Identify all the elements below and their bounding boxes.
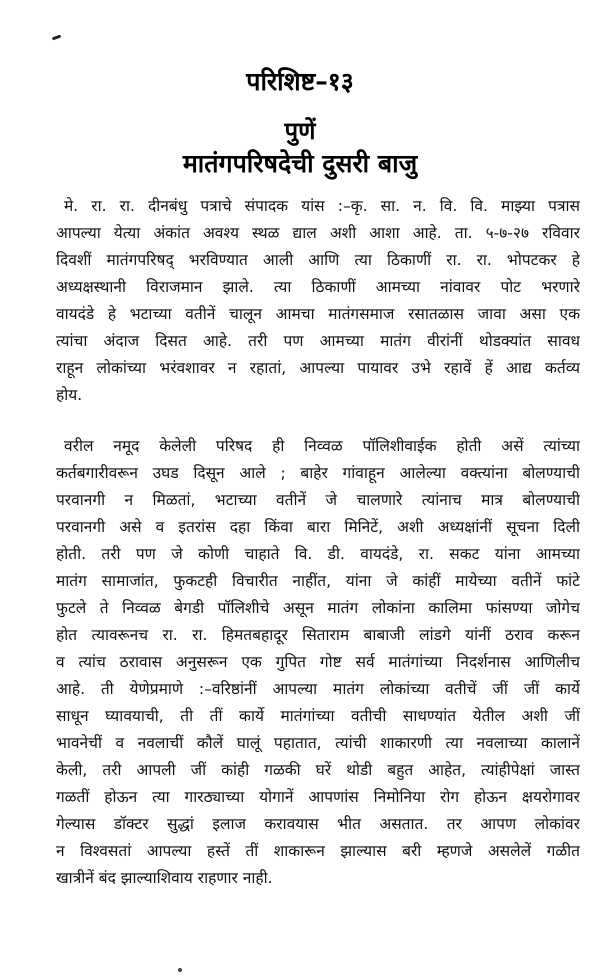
paragraph-line: राहून लोकांच्या भरंवशावर न रहातां, आपल्या पायावर उभे रहावें हें आद्य कर्तव्य [56, 359, 580, 377]
appendix-heading: परिशिष्ट–१३ [246, 67, 354, 96]
paragraph-line: परवानगी न मिळतां, भटाच्या वतीनें जे चालणारे त्यांनाच मात्र बोलण्याची [56, 491, 580, 509]
paragraph-line: फुटले ते निव्वळ बेगडी पॉलिशीचे असून मातंग लोकांना कालिमा फांसण्या जोगेच [56, 599, 580, 617]
paragraph-line: गळतीं होऊन त्या गारठ्याच्या योगानें आपणांस निमोनिया रोग होऊन क्षयरोगावर [56, 788, 580, 806]
paragraph-line: अध्यक्षस्थानी विराजमान झाले. त्या ठिकाणीं आमच्या नांवावर पोट भरणारे [56, 278, 580, 296]
paragraph-line: वरील नमूद केलेली परिषद ही निव्वळ पॉलिशीवाईक होती असें त्यांच्या [64, 437, 580, 455]
paragraph-line: भावनेचीं व नवलाचीं कौलें घालूं पहातात, त्यांची शाकारणी त्या नवलाच्या कालानें [56, 734, 580, 752]
paragraph-line: दिवशीं मातंगपरिषद् भरविण्यात आली आणि त्या ठिकाणीं रा. रा. भोपटकर हे [56, 251, 580, 269]
paragraph-line: कर्तबगारीवरून उघड दिसून आले ; बाहेर गांवाहून आलेल्या वक्त्यांना बोलण्याची [56, 464, 580, 482]
paragraph-line: आहे. ती येणेप्रमाणे :–वरिष्ठांनीं आपल्या मातंग लोकांच्या वतीचें जीं जीं कार्ये [56, 680, 580, 698]
paragraph-line: न विश्वसतां आपल्या हस्तें तीं शाकारून झाल्यास बरी म्हणजे असलेलें गळीत [56, 842, 580, 860]
paragraph-line: खात्रीनें बंद झाल्याशिवाय राहणार नाही. [56, 869, 273, 887]
paragraph-line: आपल्या येत्या अंकांत अवश्य स्थळ द्याल अशी आशा आहे. ता. ५-७-२७ रविवार [56, 224, 580, 242]
paragraph-line: होत त्यावरूनच रा. रा. हिमतबहादूर सिताराम बाबाजी लांडगे यांनीं ठराव करून [56, 626, 580, 644]
paragraph-line: केली, तरी आपली जीं कांही गळकी घरें थोडी बहुत आहेत, त्यांहीपेक्षां जास्त [56, 761, 580, 779]
paragraph-line: व त्यांच ठरावास अनुसरून एक गुपित गोष्ट सर्व मातंगांच्या निदर्शनास आणिलीच [56, 653, 580, 671]
paragraph-line: होती. तरी पण जे कोणी चाहाते वि. डी. वायदंडे, रा. सकट यांना आमच्या [56, 545, 580, 563]
paragraph-line: परवानगी असे व इतरांस दहा किंवा बारा मिनिटें, अशी अध्यक्षांनीं सूचना दिली [56, 518, 580, 536]
paragraph-line: गेल्यास डॉक्टर सुद्धां इलाज करावयास भीत असतात. तर आपण लोकांवर [56, 815, 580, 833]
ink-mark [52, 35, 61, 41]
article-title: मातंगपरिषदेची दुसरी बाजु [182, 149, 418, 178]
paragraph-1 [56, 193, 580, 409]
city-heading: पुणें [284, 117, 316, 145]
paragraph-line: साधून घ्यावयाची, ती तीं कार्ये मातंगांच्या वतीची साधण्यांत येतील अशी जीं [56, 707, 580, 725]
paragraph-line: मातंग सामाजांत, फुकटही विचारीत नाहींत, यांना जे कांहीं मायेच्या वतीनें फांटे [56, 572, 580, 590]
paragraph-2 [56, 433, 580, 892]
paragraph-line: वायदंडे हे भटाच्या वतीनें चालून आमचा मातंगसमाज रसातळास जावा असा एक [56, 305, 580, 323]
paragraph-line: त्यांचा अंदाज दिसत आहे. तरी पण आमच्या मातंग वीरांनीं थोडक्यांत सावध [56, 332, 580, 350]
paragraph-line: मे. रा. रा. दीनबंधु पत्राचे संपादक यांस :–कृ. सा. न. वि. वि. माझ्या पत्रास [64, 197, 580, 215]
paragraph-line: होय. [56, 386, 83, 404]
ink-mark [178, 968, 182, 972]
